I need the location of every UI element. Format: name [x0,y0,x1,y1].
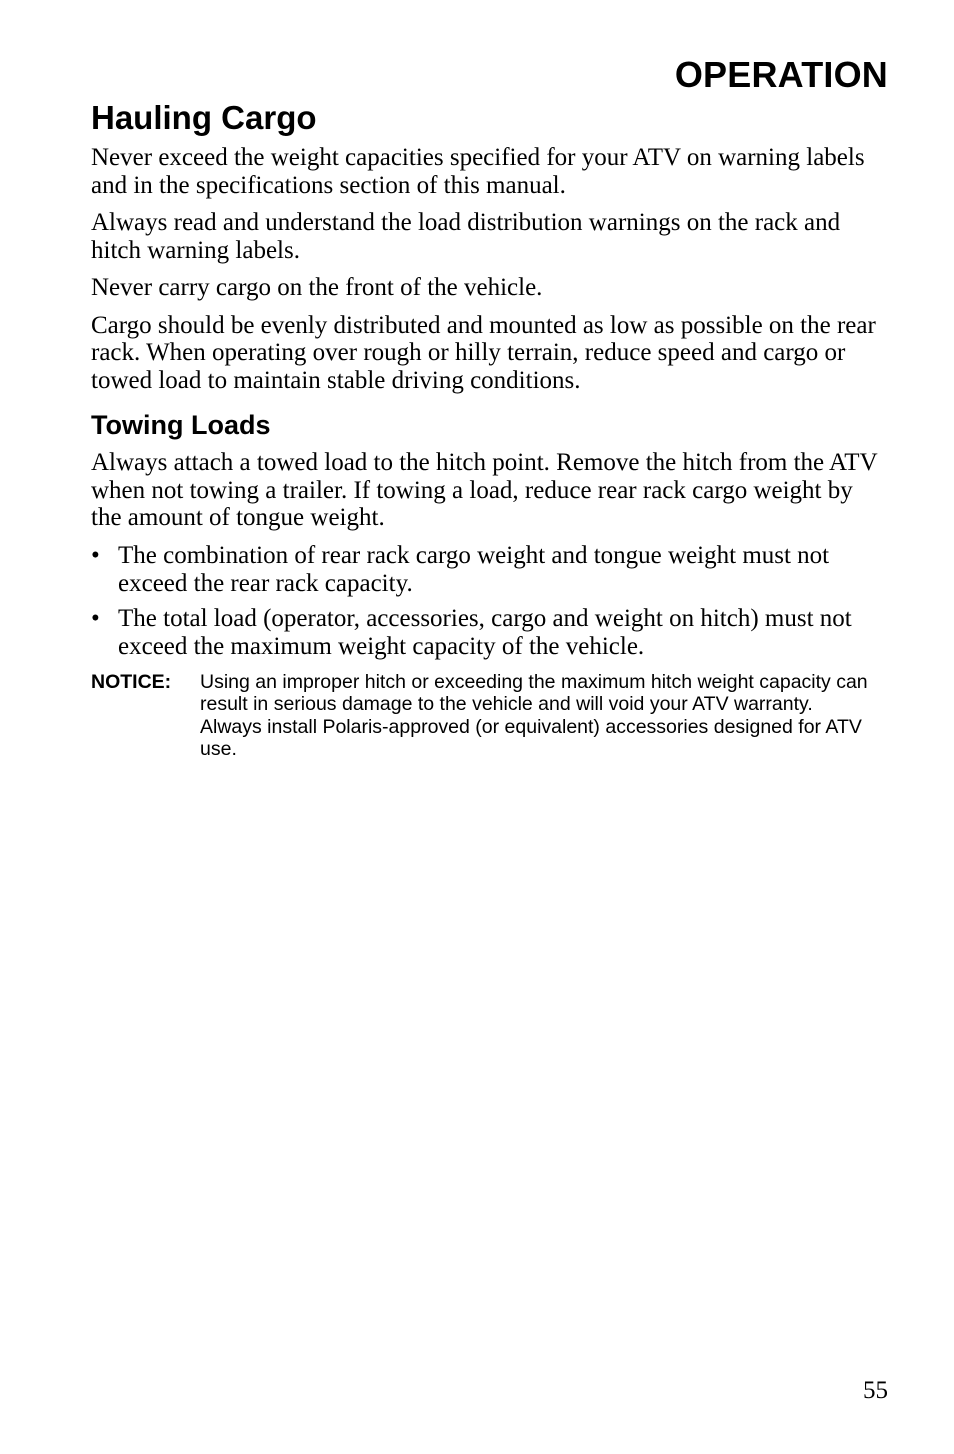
section-header: OPERATION [674,54,888,95]
page-number: 55 [863,1377,888,1404]
notice-label: NOTICE: [91,670,172,693]
notice-block [91,671,888,761]
hauling-cargo-heading: Hauling Cargo [91,99,317,136]
towing-bullet-list [91,542,888,661]
page-content [91,98,888,761]
notice-text: Using an improper hitch or exceeding the maximum hitch weight capacity can result in serious damage to the vehicle and will void your ATV warranty. Always install Polaris-approved (or equivalent) accessories designed for ATV use. [200,670,868,760]
hauling-paragraph-2: Always read and understand the load distribution warnings on the rack and hitch warning labels. [91,209,841,264]
bullet-text: The total load (operator, accessories, cargo and weight on hitch) must not exceed the maximum weight capacity of the vehicle. [118,604,852,660]
list-item [91,542,888,598]
hauling-paragraph-4: Cargo should be evenly distributed and mounted as low as possible on the rear rack. When operating over rough or hilly terrain, reduce speed and cargo or towed load to maintain stable driving conditions. [91,311,876,394]
list-item [91,605,888,661]
towing-loads-heading: Towing Loads [91,410,271,440]
bullet-icon: • [91,541,100,569]
bullet-text: The combination of rear rack cargo weight and tongue weight must not exceed the rear rack capacity. [118,541,830,597]
towing-paragraph: Always attach a towed load to the hitch point. Remove the hitch from the ATV when not towing a trailer. If towing a load, reduce rear rack cargo weight by the amount of tongue weight. [91,449,878,531]
manual-page [91,0,888,1454]
bullet-icon: • [91,604,100,632]
hauling-paragraph-1: Never exceed the weight capacities specified for your ATV on warning labels and in the specifications section of this manual. [91,144,865,199]
hauling-paragraph-3: Never carry cargo on the front of the vehicle. [91,274,543,301]
